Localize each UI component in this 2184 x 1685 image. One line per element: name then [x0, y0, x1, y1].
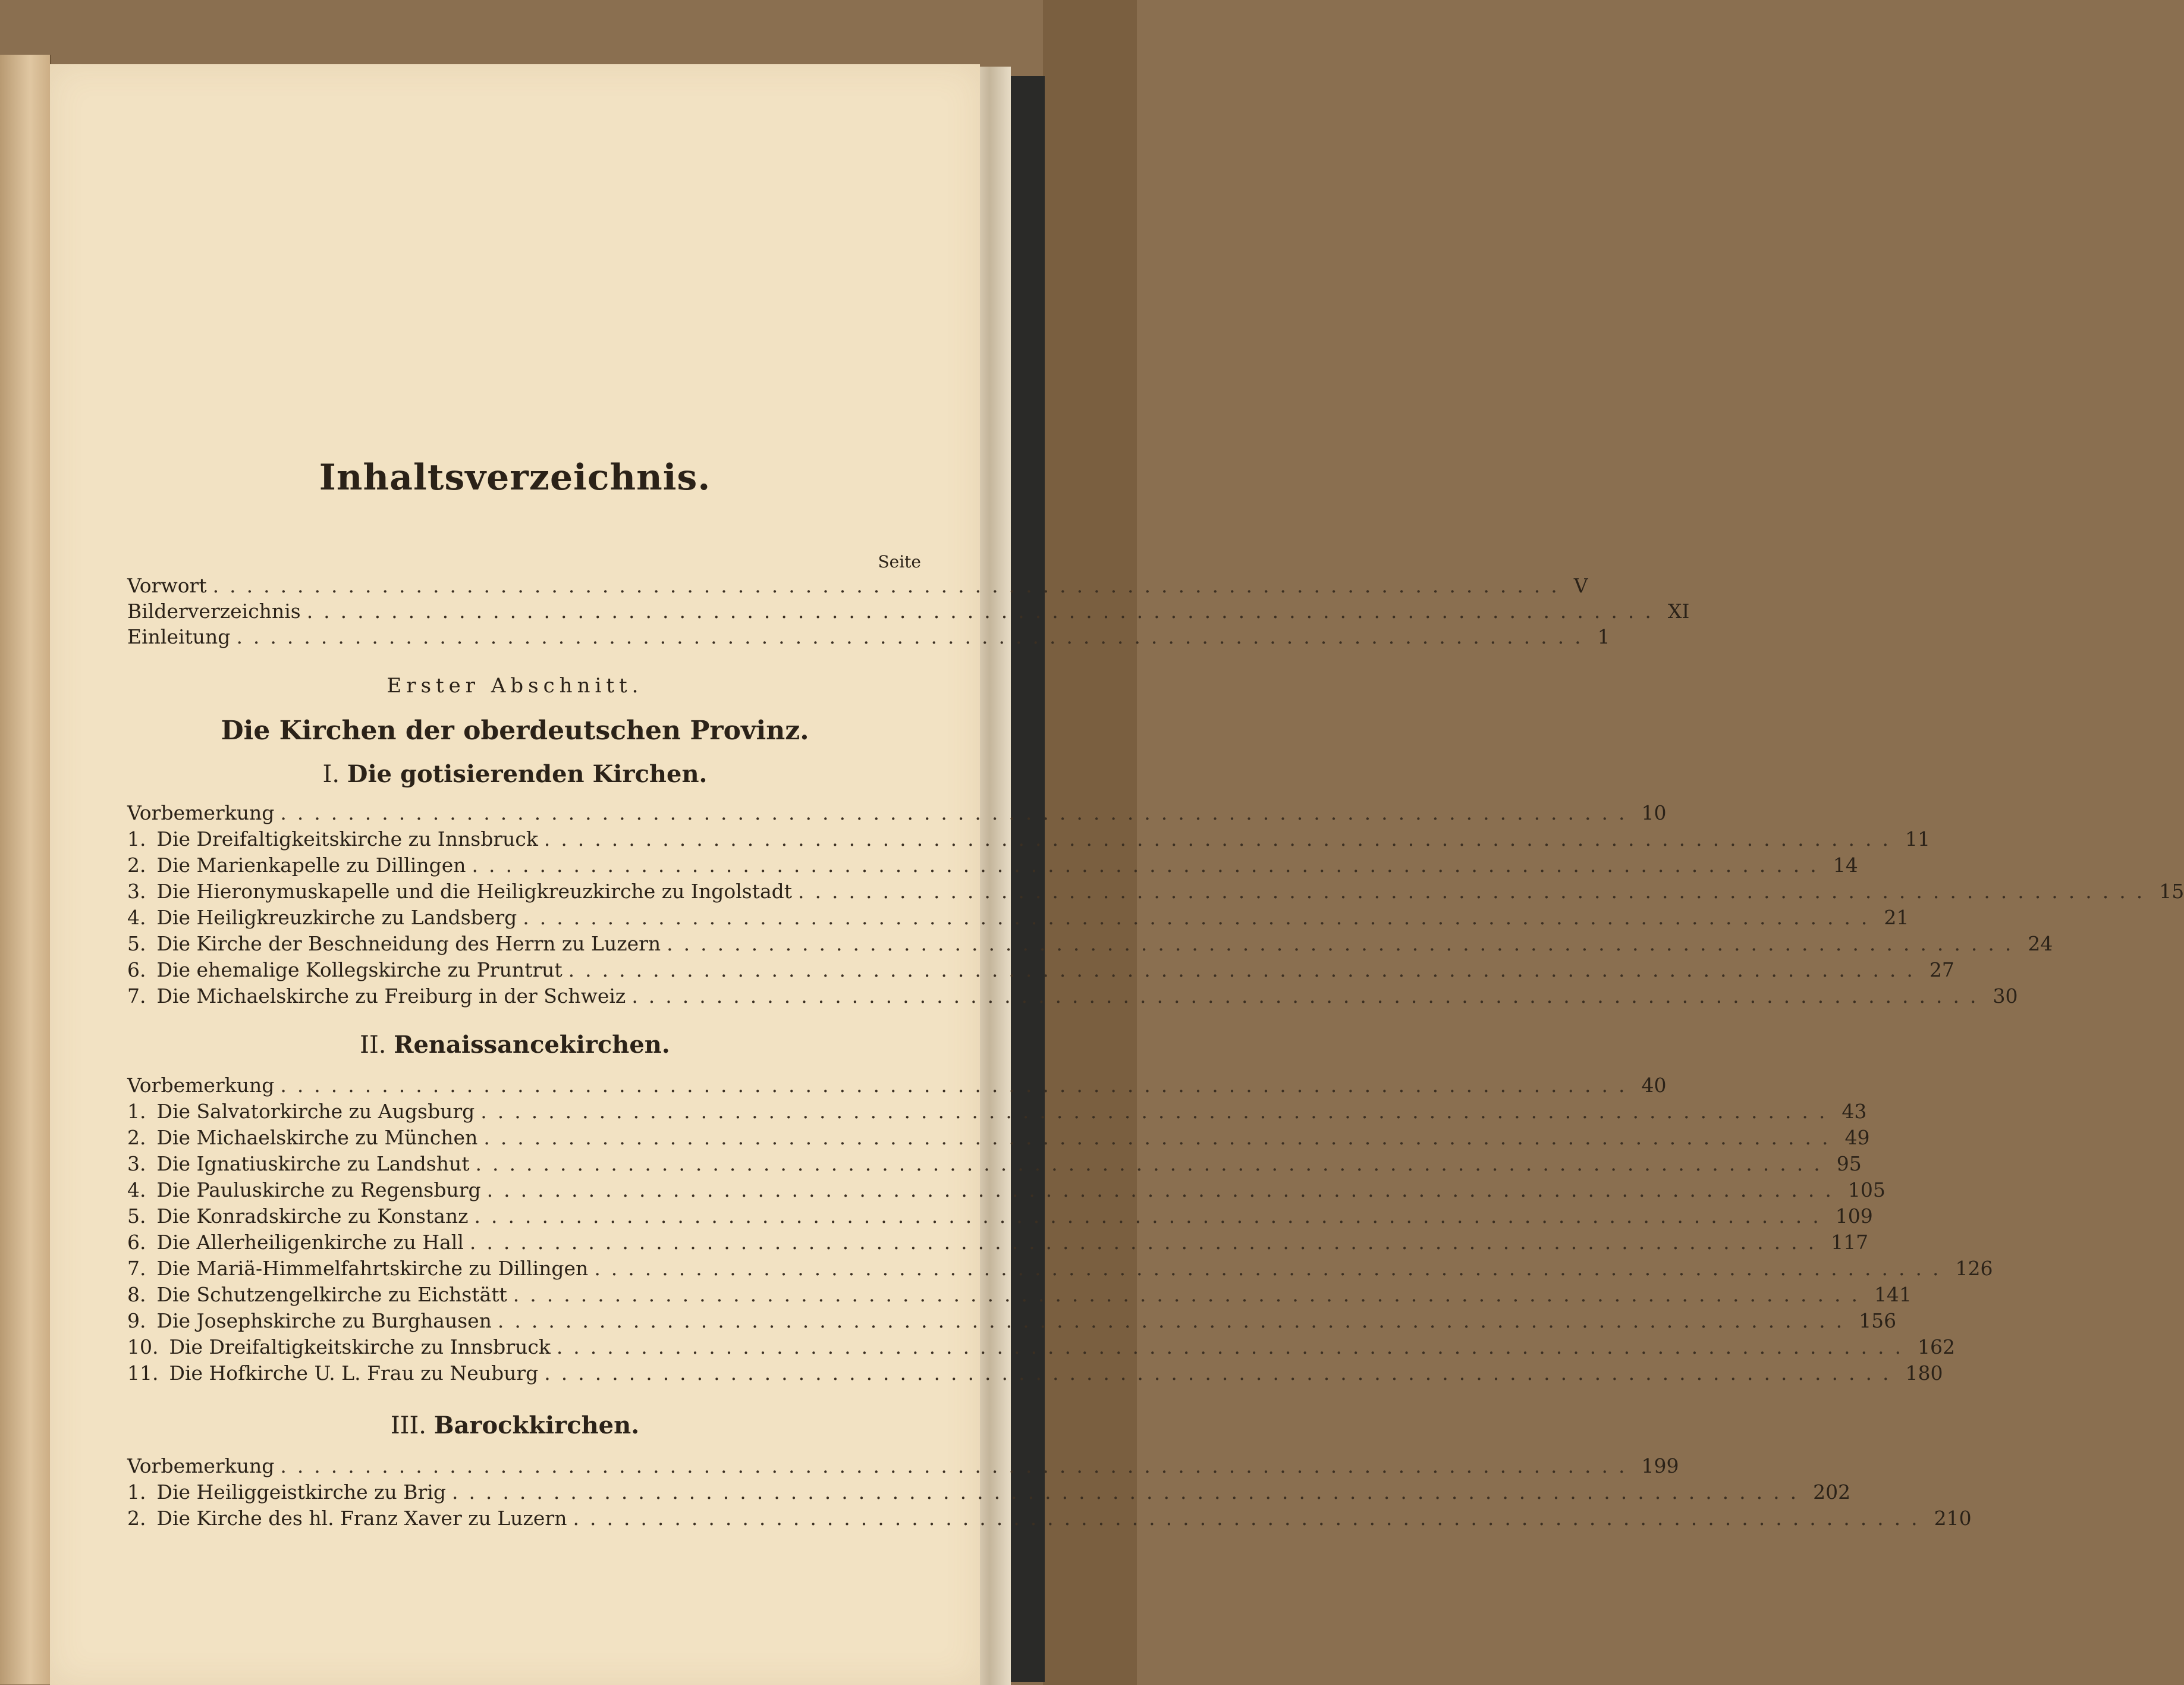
dot-leader: ................................................................................: [236, 625, 1592, 648]
toc-entry-row: [127, 983, 2018, 1009]
entry-title: Vorbemerkung: [127, 1074, 275, 1097]
section-numeral: II.: [360, 1031, 394, 1059]
toc-entry-row: [127, 1308, 1897, 1334]
page-title: Inhaltsverzeichnis.: [319, 457, 711, 498]
page-number: 43: [1842, 1100, 1867, 1123]
page-number: XI: [1667, 600, 1690, 623]
page-number: 210: [1934, 1507, 1972, 1530]
page-number: 141: [1874, 1283, 1912, 1306]
dot-leader: ................................................................................: [212, 574, 1568, 597]
entry-title: Die Konradskirche zu Konstanz: [156, 1204, 469, 1228]
toc-entry-row: [127, 1072, 1667, 1099]
entry-title: Die Heiliggeistkirche zu Brig: [156, 1480, 446, 1504]
page-number: 180: [1905, 1361, 1943, 1385]
page-number: 199: [1641, 1454, 1679, 1477]
page-number: 49: [1844, 1126, 1870, 1149]
dot-leader: ................................................................................: [480, 1100, 1836, 1123]
dot-leader: ................................................................................: [280, 1074, 1636, 1097]
page-number: 14: [1833, 854, 1858, 877]
entry-title: Die Josephskirche zu Burghausen: [156, 1309, 492, 1332]
dot-leader: ................................................................................: [475, 1152, 1831, 1175]
entry-title: Vorbemerkung: [127, 801, 275, 824]
entry-title: Die Marienkapelle zu Dillingen: [156, 854, 466, 877]
book-page: [50, 64, 2184, 1685]
toc-entry-row: [127, 957, 1954, 983]
entry-number: 1.: [127, 827, 146, 851]
entry-number: 4.: [127, 1178, 146, 1201]
entry-number: 2.: [127, 1507, 146, 1530]
entry-title: Die Dreifaltigkeitskirche zu Innsbruck: [169, 1335, 551, 1358]
entry-number: 7.: [127, 984, 146, 1008]
dot-leader: ................................................................................: [513, 1283, 1868, 1306]
seite-column-label: Seite: [878, 552, 921, 572]
toc-entry-row: [127, 878, 2184, 905]
toc-entry-row: [127, 826, 1931, 852]
entry-number: 2.: [127, 1126, 146, 1149]
toc-entry-row: [127, 905, 1909, 931]
toc-entry-row: [127, 1334, 1955, 1360]
page-number: 27: [1929, 958, 1954, 981]
dot-leader: ................................................................................: [474, 1204, 1830, 1228]
dot-leader: ................................................................................: [483, 1126, 1839, 1149]
entry-title: Die Mariä-Himmelfahrtskirche zu Dillingen: [156, 1257, 589, 1280]
toc-entry-row: [127, 1099, 1867, 1125]
entry-title: Die Salvatorkirche zu Augsburg: [156, 1100, 475, 1123]
entry-number: 3.: [127, 880, 146, 903]
section-numeral: I.: [322, 761, 347, 788]
toc-entry-row: [127, 1125, 1870, 1151]
entry-title: Die Dreifaltigkeitskirche zu Innsbruck: [156, 827, 538, 851]
entry-number: 9.: [127, 1309, 146, 1332]
page-number: 156: [1859, 1309, 1897, 1332]
page-number: 95: [1836, 1152, 1862, 1175]
dot-leader: ................................................................................: [543, 827, 1900, 851]
toc-entry-row: [127, 931, 2053, 957]
dot-leader: ................................................................................: [486, 1178, 1842, 1201]
dot-leader: ................................................................................: [472, 854, 1827, 877]
dot-leader: ................................................................................: [667, 932, 2022, 955]
dot-leader: ................................................................................: [568, 958, 1924, 981]
front-matter-row: [127, 598, 1690, 625]
entry-number: 10.: [127, 1335, 159, 1358]
toc-entry-row: [127, 800, 1667, 826]
entry-number: 3.: [127, 1152, 146, 1175]
toc-entry-row: [127, 1177, 1886, 1203]
entry-title: Die Kirche der Beschneidung des Herrn zu Luzern: [156, 932, 661, 955]
dot-leader: ................................................................................: [594, 1257, 1950, 1280]
page-number: 117: [1831, 1231, 1869, 1254]
section-title: Die gotisierenden Kirchen.: [347, 760, 708, 788]
entry-number: 1.: [127, 1480, 146, 1504]
entry-title: Die Heiligkreuzkirche zu Landsberg: [156, 906, 517, 929]
page-number: 1: [1597, 625, 1610, 648]
entry-title: Die Michaelskirche zu Freiburg in der Schweiz: [156, 984, 626, 1008]
section-heading: [50, 760, 980, 788]
entry-title: Einleitung: [127, 625, 231, 648]
page-number: 40: [1641, 1074, 1667, 1097]
page-number: 202: [1813, 1480, 1851, 1504]
page-number: 30: [1993, 984, 2018, 1008]
front-matter-row: [127, 573, 1588, 599]
entry-title: Die ehemalige Kollegskirche zu Pruntrut: [156, 958, 563, 981]
section-heading: [50, 1411, 980, 1439]
entry-title: Die Allerheiligenkirche zu Hall: [156, 1231, 464, 1254]
page-number: 24: [2028, 932, 2053, 955]
toc-entry-row: [127, 1229, 1869, 1256]
entry-number: 7.: [127, 1257, 146, 1280]
section-numeral: III.: [390, 1412, 434, 1439]
page-number: V: [1573, 574, 1588, 597]
entry-title: Vorbemerkung: [127, 1454, 275, 1477]
dot-leader: ................................................................................: [451, 1480, 1808, 1504]
toc-entry-row: [127, 1360, 1943, 1386]
toc-entry-row: [127, 852, 1858, 878]
entry-number: 6.: [127, 1231, 146, 1254]
toc-content: [50, 64, 2184, 1685]
left-page-edge: [0, 55, 51, 1684]
page-number: 15: [2159, 880, 2184, 903]
entry-number: 5.: [127, 932, 146, 955]
dot-leader: ................................................................................: [280, 801, 1636, 824]
page-number: 162: [1918, 1335, 1955, 1358]
dot-leader: ................................................................................: [544, 1361, 1900, 1385]
toc-entry-row: [127, 1505, 1972, 1532]
abschnitt-title: Die Kirchen der oberdeutschen Provinz.: [221, 716, 809, 746]
entry-title: Bilderverzeichnis: [127, 600, 301, 623]
entry-number: 5.: [127, 1204, 146, 1228]
entry-title: Die Ignatiuskirche zu Landshut: [156, 1152, 470, 1175]
entry-title: Die Hieronymuskapelle und die Heiligkreuzkirche zu Ingolstadt: [156, 880, 793, 903]
page-number: 109: [1835, 1204, 1873, 1228]
entry-number: 4.: [127, 906, 146, 929]
section-title: Barockkirchen.: [433, 1411, 640, 1439]
entry-number: 6.: [127, 958, 146, 981]
abschnitt-label: Erster Abschnitt.: [386, 674, 643, 698]
entry-title: Die Schutzengelkirche zu Eichstätt: [156, 1283, 507, 1306]
dot-leader: ................................................................................: [798, 880, 2154, 903]
dot-leader: ................................................................................: [573, 1507, 1928, 1530]
entry-number: 2.: [127, 854, 146, 877]
dot-leader: ................................................................................: [497, 1309, 1853, 1332]
page-number: 11: [1905, 827, 1931, 851]
entry-number: 11.: [127, 1361, 159, 1385]
dot-leader: ................................................................................: [523, 906, 1878, 929]
page-number: 21: [1884, 906, 1909, 929]
dot-leader: ................................................................................: [280, 1454, 1636, 1477]
page-number: 10: [1641, 801, 1667, 824]
entry-title: Die Pauluskirche zu Regensburg: [156, 1178, 481, 1201]
toc-entry-row: [127, 1151, 1862, 1177]
entry-title: Die Michaelskirche zu München: [156, 1126, 478, 1149]
page-number: 126: [1955, 1257, 1993, 1280]
dot-leader: ................................................................................: [631, 984, 1987, 1008]
section-title: Renaissancekirchen.: [394, 1031, 670, 1059]
toc-entry-row: [127, 1203, 1873, 1229]
entry-title: Vorwort: [127, 574, 207, 597]
entry-number: 8.: [127, 1283, 146, 1306]
toc-entry-row: [127, 1256, 1993, 1282]
entry-title: Die Kirche des hl. Franz Xaver zu Luzern: [156, 1507, 567, 1530]
section-heading: [50, 1031, 980, 1059]
toc-entry-row: [127, 1479, 1851, 1505]
toc-entry-row: [127, 1453, 1679, 1479]
page-number: 105: [1847, 1178, 1886, 1201]
dot-leader: ................................................................................: [306, 600, 1662, 623]
dot-leader: ................................................................................: [469, 1231, 1825, 1254]
toc-entry-row: [127, 1282, 1912, 1308]
front-matter-row: [127, 624, 1610, 650]
entry-title: Die Hofkirche U. L. Frau zu Neuburg: [169, 1361, 539, 1385]
entry-number: 1.: [127, 1100, 146, 1123]
dot-leader: ................................................................................: [556, 1335, 1912, 1358]
